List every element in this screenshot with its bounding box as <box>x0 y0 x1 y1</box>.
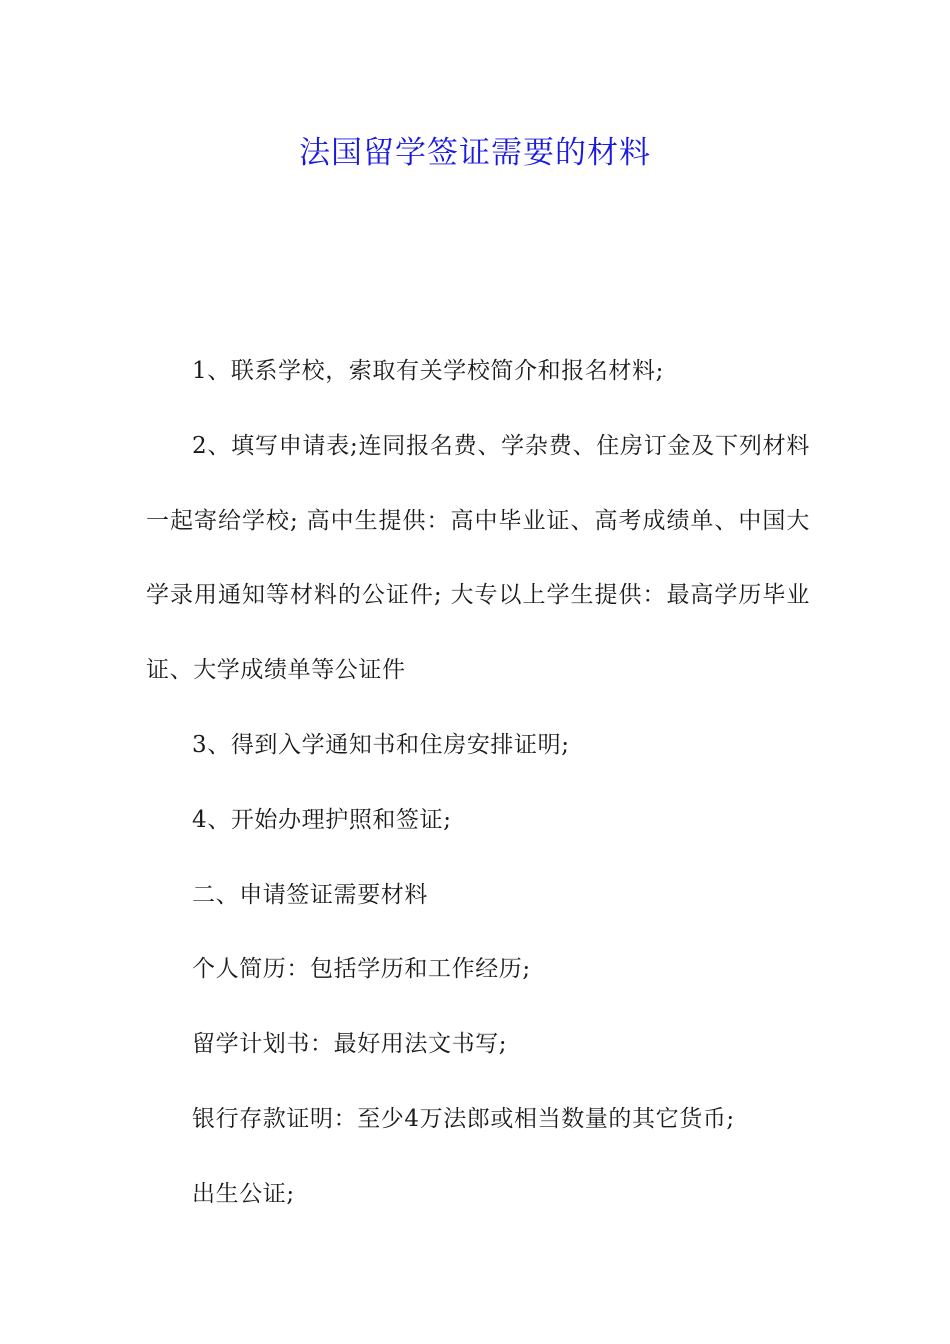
paragraph-step-4: 4、开始办理护照和签证; <box>192 806 452 833</box>
paragraph-step-3: 3、得到入学通知书和住房安排证明; <box>192 731 570 758</box>
paragraph-study-plan: 留学计划书：最好用法文书写; <box>192 1031 508 1058</box>
document-body <box>146 334 810 1232</box>
paragraph-birth-certificate: 出生公证; <box>192 1180 295 1207</box>
paragraph-step-1: 1、联系学校，索取有关学校简介和报名材料; <box>192 358 664 384</box>
paragraph-resume: 个人简历：包括学历和工作经历; <box>192 956 531 983</box>
section-heading-visa-materials: 二、申请签证需要材料 <box>192 881 428 908</box>
paragraph-bank-deposit: 银行存款证明：至少4万法郎或相当数量的其它货币; <box>192 1105 735 1132</box>
paragraph-step-2: 2、填写申请表;连同报名费、学杂费、住房订金及下列材料一起寄给学校; 高中生提供：高中毕业证、高考成绩单、中国大学录用通知等材料的公证件; 大专以上学生提供：最高学历毕业证、大学成绩单等公证件 <box>146 432 810 684</box>
page-title: 法国留学签证需要的材料 <box>299 135 651 171</box>
